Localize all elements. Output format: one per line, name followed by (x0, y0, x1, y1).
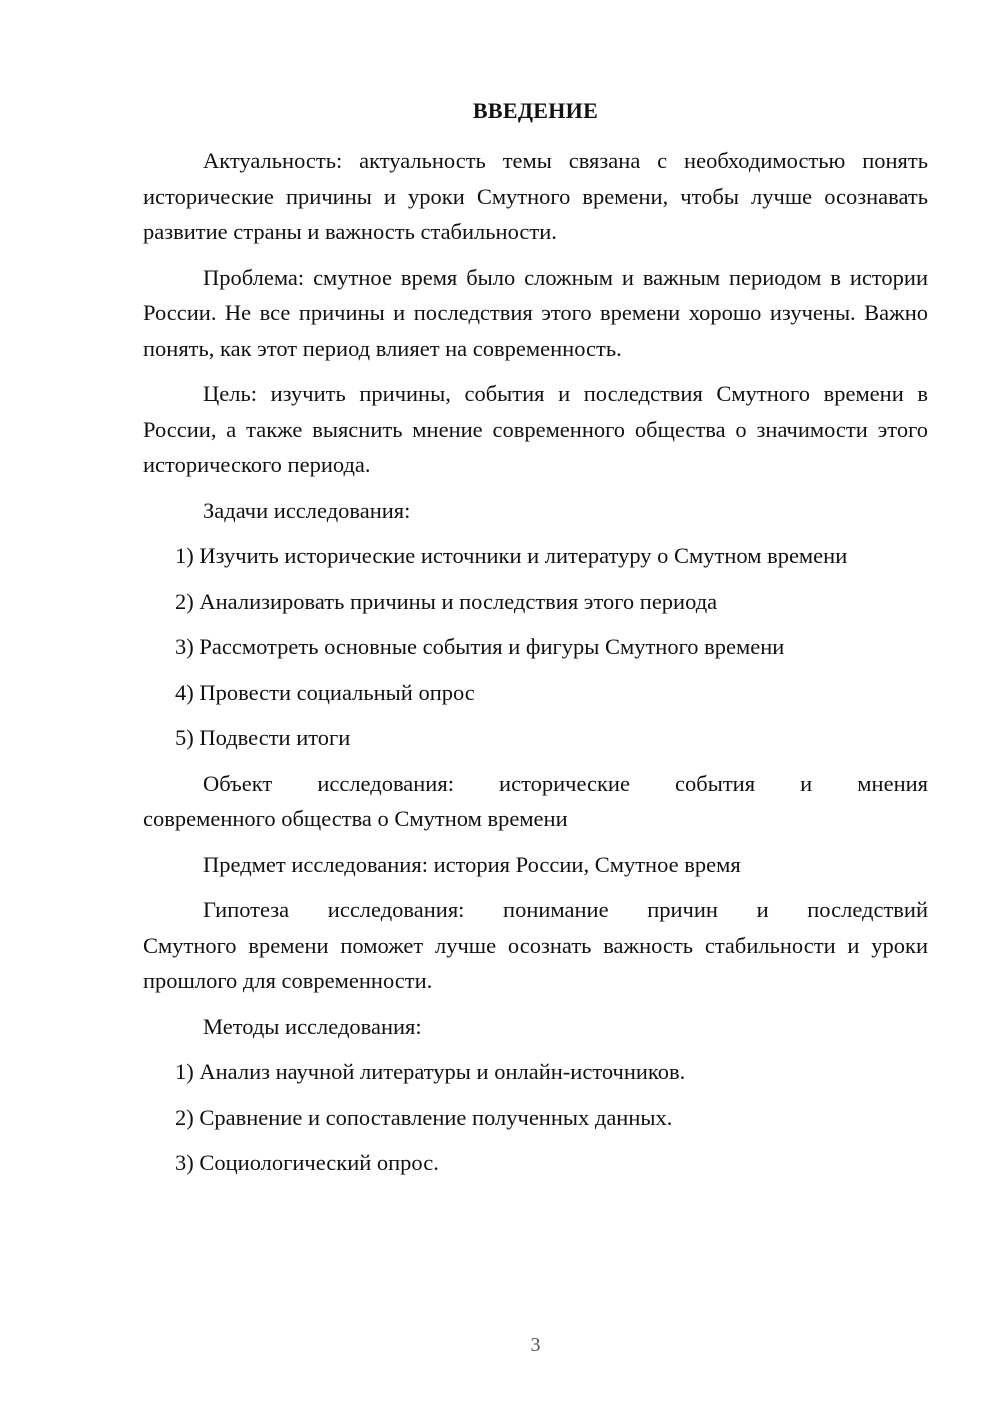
task-item-5: 5) Подвести итоги (175, 725, 351, 750)
task-item-2: 2) Анализировать причины и последствия этого периода (175, 588, 718, 614)
method-item-2: 2) Сравнение и сопоставление полученных данных. (175, 1104, 673, 1130)
tasks-title: Задачи исследования: (203, 497, 411, 523)
methods-title: Методы исследования: (203, 1013, 422, 1039)
hypothesis-paragraph (143, 892, 928, 999)
hypothesis-line-1: Гипотеза исследования: понимание причин и последствий (203, 897, 928, 922)
object-line-2: современного общества о Смутном времени (143, 806, 568, 831)
method-item-3: 3) Социологический опрос. (175, 1150, 439, 1175)
method-item-1: 1) Анализ научной литературы и онлайн-источников. (175, 1059, 686, 1084)
section-heading: ВВЕДЕНИЕ (472, 98, 599, 123)
subject-paragraph: Предмет исследования: история России, Смутное время (203, 851, 741, 877)
goal-paragraph: Цель: изучить причины, события и последствия Смутного времени в России, а также выяснить мнение современного общества о значимости этого исторического периода. (143, 381, 928, 477)
problem-paragraph: Проблема: смутное время было сложным и важным периодом в истории России. Не все причины и последствия этого времени хорошо изучены. Важно понять, как этот период влияет на современность. (143, 264, 928, 361)
object-line-1: Объект исследования: исторические события и мнения (203, 770, 928, 796)
task-item-3: 3) Рассмотреть основные события и фигуры Смутного времени (175, 634, 785, 659)
task-item-4: 4) Провести социальный опрос (175, 679, 475, 705)
task-item-1: 1) Изучить исторические источники и литературу о Смутном времени (175, 543, 848, 568)
object-paragraph (143, 766, 928, 837)
relevance-paragraph: Актуальность: актуальность темы связана с необходимостью понять исторические причины и уроки Смутного времени, чтобы лучше осознавать развитие страны и важность стабильности. (143, 148, 928, 244)
document-body (143, 143, 928, 1191)
page-number: 3 (530, 1334, 541, 1356)
document-page (143, 0, 928, 1414)
hypothesis-rest: Смутного времени поможет лучше осознать важность стабильности и уроки прошлого для современности. (143, 932, 928, 993)
